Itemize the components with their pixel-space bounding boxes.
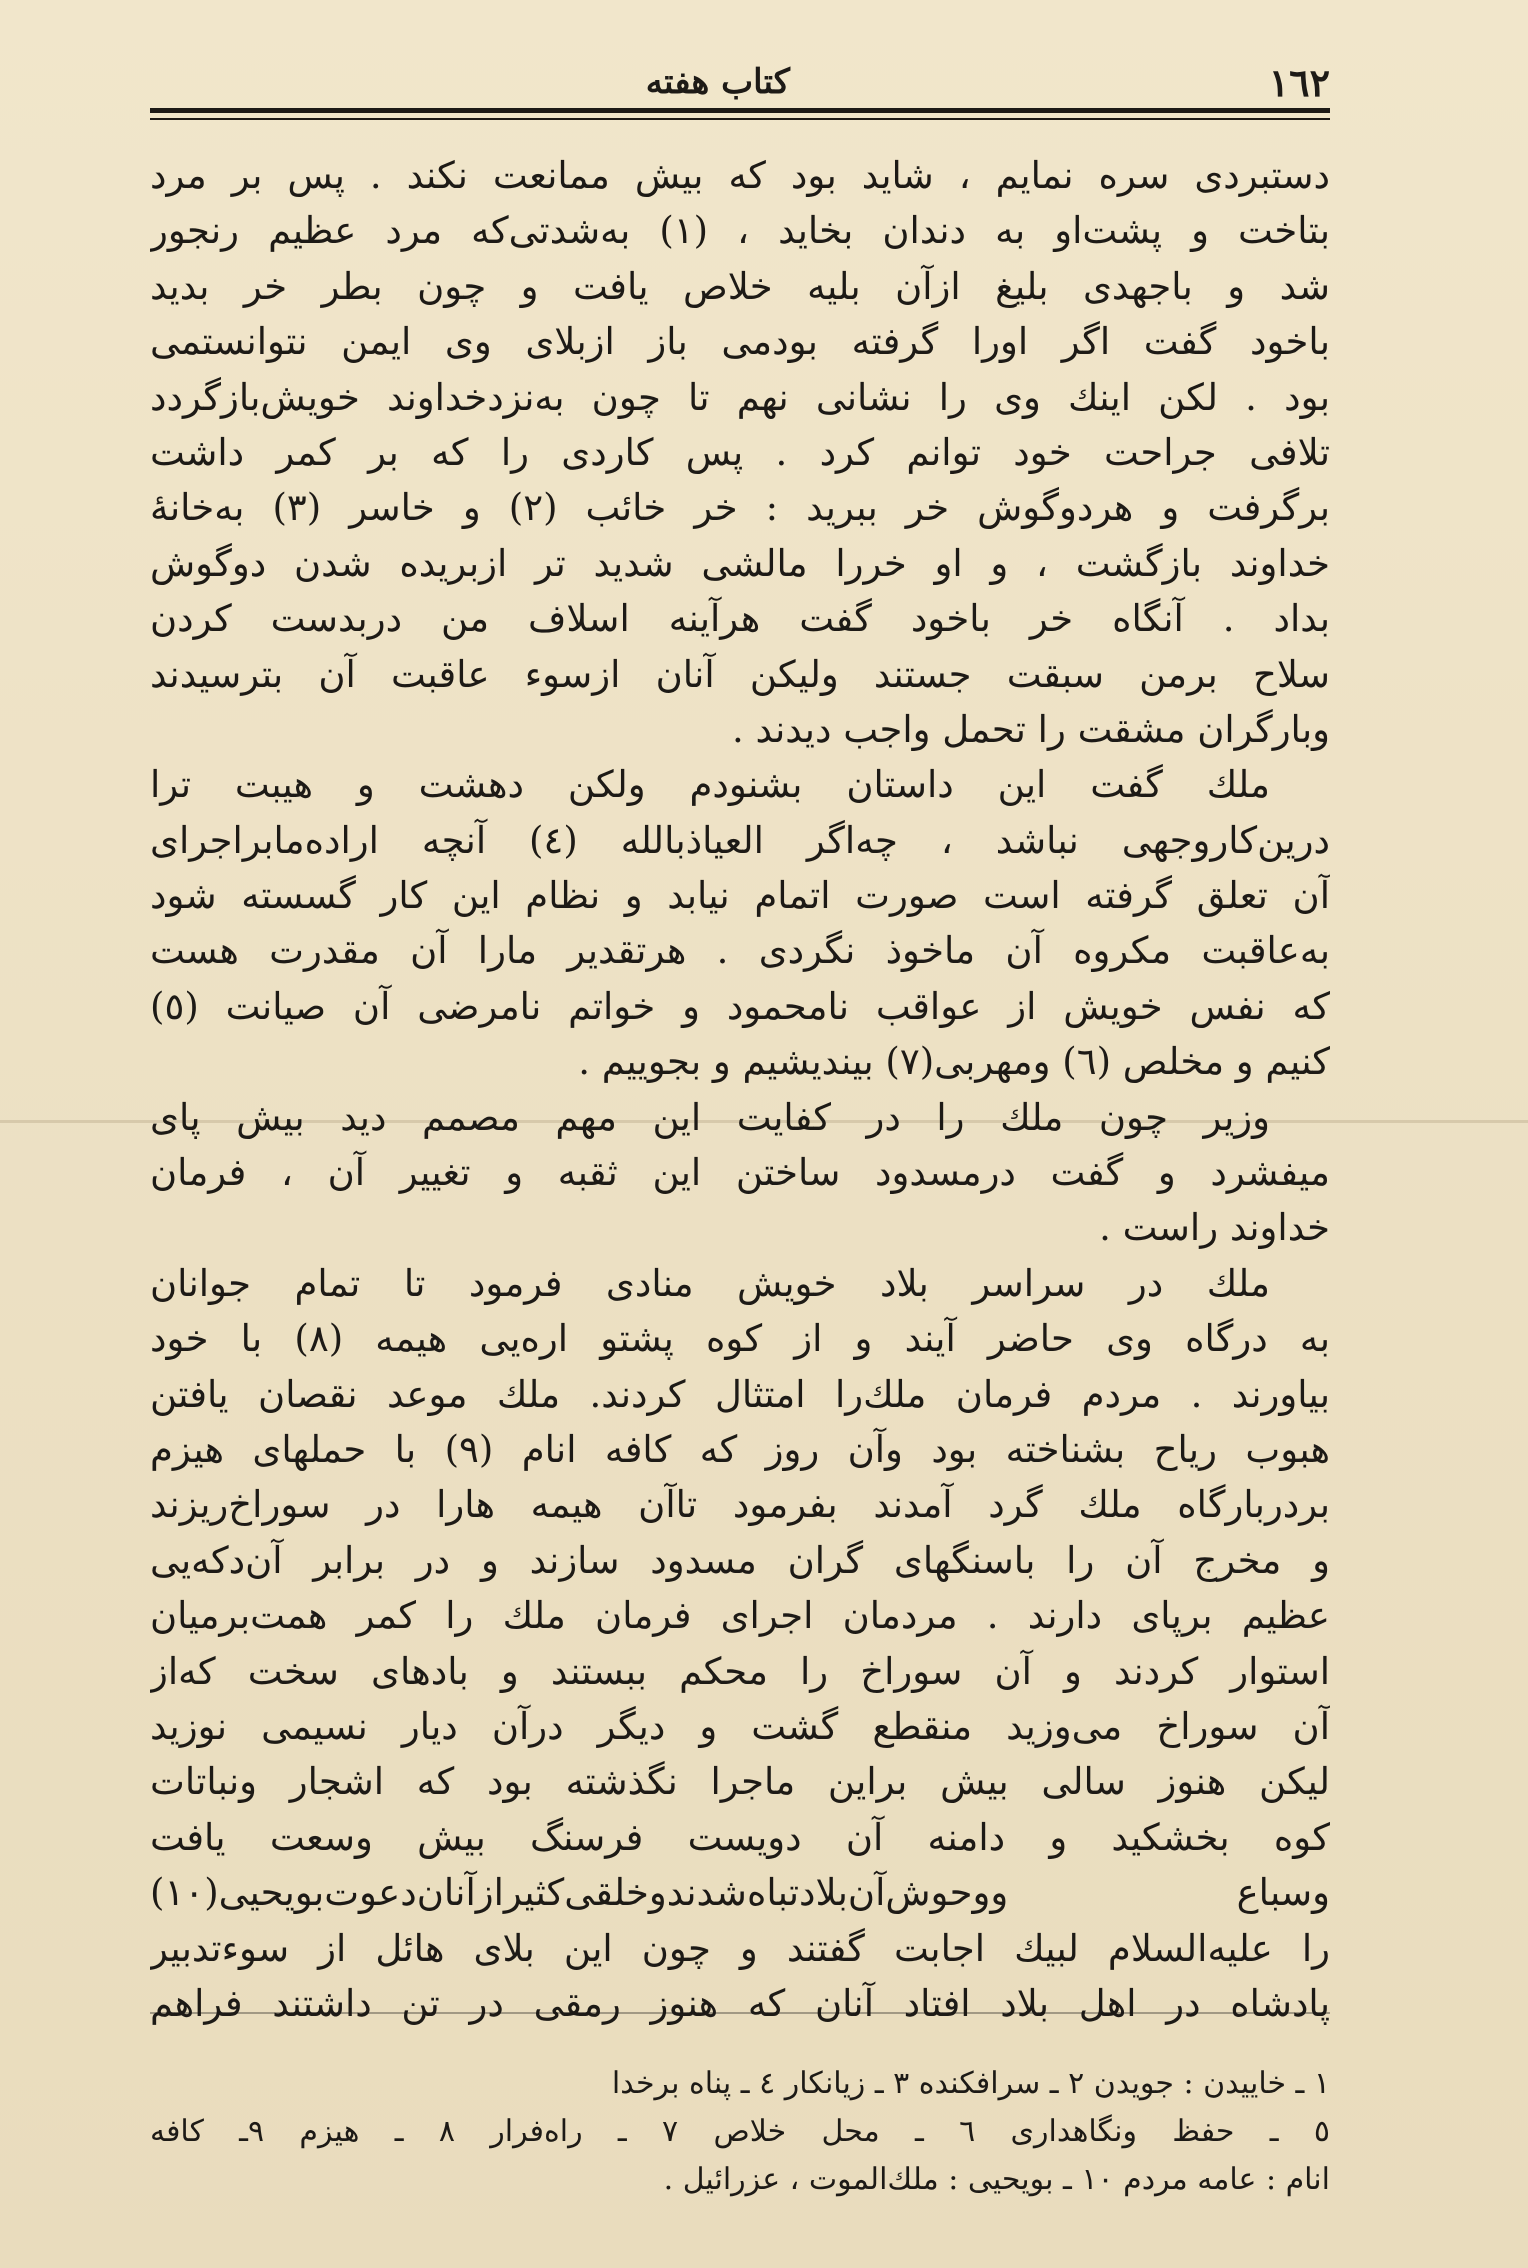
text-line: ملك در سراسر بلاد خویش منادی فرمود تا تمام جوانان [150, 1261, 1270, 1305]
text-line: میفشرد و گفت درمسدود ساختن این ثقبه و تغییر آن ، فرمان [150, 1151, 1330, 1195]
text-line: پادشاه در اهل بلاد افتاد آنان که هنوز رمقی در تن داشتند فراهم [150, 1981, 1330, 2025]
text-line: کنیم و مخلص (٦) ومهربی(٧) بیندیشیم و بجوییم . [578, 1040, 1330, 1084]
text-line: آن سوراخ می‌وزید منقطع گشت و دیگر درآن دیار نسیمی نوزید [150, 1704, 1330, 1748]
text-line: عظیم برپای دارند . مردمان اجرای فرمان ملك را کمر همت‌برمیان [150, 1594, 1330, 1638]
text-line: وبارگران مشقت را تحمل واجب دیدند . [732, 707, 1330, 751]
text-line: را علیه‌السلام لبیك اجابت گفتند و چون این بلای هائل از سوءتدبیر [150, 1926, 1330, 1970]
text-line: وزیر چون ملك را در کفایت این مهم مصمم دید بیش پای [150, 1095, 1270, 1139]
text-line: و مخرج آن را باسنگهای گران مسدود سازند و در برابر آن‌دکه‌یی [150, 1538, 1330, 1582]
text-line: بداد . آنگاه خر باخود گفت هرآینه اسلاف من دربدست کردن [150, 597, 1330, 641]
page-header [150, 52, 1330, 112]
text-line: بود . لکن اینك وی را نشانی نهم تا چون به‌نزدخداوند خویش‌بازگردد [150, 375, 1330, 419]
running-title: کتاب هفته [645, 62, 790, 102]
text-line: بیاورند . مردم فرمان ملك‌را امتثال کردند. ملك موعد نقصان یافتن [150, 1372, 1330, 1416]
body-text [150, 148, 1330, 2031]
text-line: به درگاه وی حاضر آیند و از کوه پشتو اره‌یی هیمه (٨) با خود [150, 1317, 1330, 1361]
text-line: خداوند راست . [1099, 1206, 1330, 1250]
text-line: آن تعلق گرفته است صورت اتمام نیابد و نظام این کار گسسته شود [150, 874, 1330, 918]
text-line: باخود گفت اگر اورا گرفته بودمی باز ازبلای وی ایمن نتوانستمی [150, 320, 1330, 364]
footnote-line: ١ ـ خاییدن : جویدن ٢ ـ سرافکنده ٣ ـ زیانکار ٤ ـ پناه برخدا [611, 2066, 1330, 2101]
text-line: که نفس خویش از عواقب نامحمود و خواتم نامرضی آن صیانت (٥) [150, 984, 1330, 1028]
header-rule-thin [150, 118, 1330, 120]
text-line: بتاخت و پشت‌او به دندان بخاید ، (١) به‌شدتی‌که مرد عظیم رنجور [150, 209, 1330, 253]
text-line: برگرفت و هردوگوش خر ببرید : خر خائب (٢) و خاسر (٣) به‌خانهٔ [150, 486, 1330, 530]
page-number: ١٦٢ [1268, 60, 1330, 105]
footnote-line: ٥ ـ حفظ ونگاهداری ٦ ـ محل خلاص ٧ ـ راه‌فرار ٨ ـ هیزم ٩ـ کافه [150, 2114, 1330, 2149]
text-line: بردربارگاه ملك گرد آمدند بفرمود تاآن هیمه هارا در سوراخ‌ریزند [150, 1483, 1330, 1527]
text-line: ملك گفت این داستان بشنودم ولکن دهشت و هیبت ترا [150, 763, 1270, 807]
footnote-line: انام : عامه مردم ١٠ ـ بویحیی : ملك‌الموت ، عزرائیل . [663, 2162, 1330, 2197]
footnote-rule [150, 2012, 1330, 2014]
text-line: خداوند بازگشت ، و او خررا مالشی شدید تر ازبریده شدن دوگوش [150, 541, 1330, 585]
text-line: درین‌کاروجهی نباشد ، چه‌اگر العیاذبالله (٤) آنچه اراده‌مابراجرای [150, 818, 1330, 862]
text-line: لیکن هنوز سالی بیش براین ماجرا نگذشته بود که اشجار ونباتات [150, 1760, 1330, 1804]
text-line: سلاح برمن سبقت جستند ولیکن آنان ازسوء عاقبت آن بترسیدند [150, 652, 1330, 696]
text-line: کوه بخشکید و دامنه آن دویست فرسنگ بیش وسعت یافت [150, 1815, 1330, 1859]
footnotes [150, 2060, 1330, 2204]
text-line: شد و باجهدی بلیغ ازآن بلیه خلاص یافت و چون بطر خر بدید [150, 264, 1330, 308]
text-line: استوار کردند و آن سوراخ را محکم ببستند و بادهای سخت که‌از [150, 1649, 1330, 1693]
text-line: دستبردی سره نمایم ، شاید بود که بیش ممانعت نکند . پس بر مرد [150, 154, 1330, 197]
text-line: هبوب ریاح بشناخته بود وآن روز که کافه انام (٩) با حملهای هیزم [150, 1427, 1330, 1471]
text-line: وسباع ووحوش‌آن‌بلادتباه‌شدندوخلقی‌کثیرازآنان‌دعوت‌بویحیی(١٠) [150, 1871, 1330, 1915]
header-rule [150, 108, 1330, 113]
text-line: تلافی جراحت خود توانم کرد . پس کاردی را که بر کمر داشت [150, 430, 1330, 474]
text-line: به‌عاقبت مکروه آن ماخوذ نگردی . هرتقدیر مارا آن مقدرت هست [150, 929, 1330, 973]
